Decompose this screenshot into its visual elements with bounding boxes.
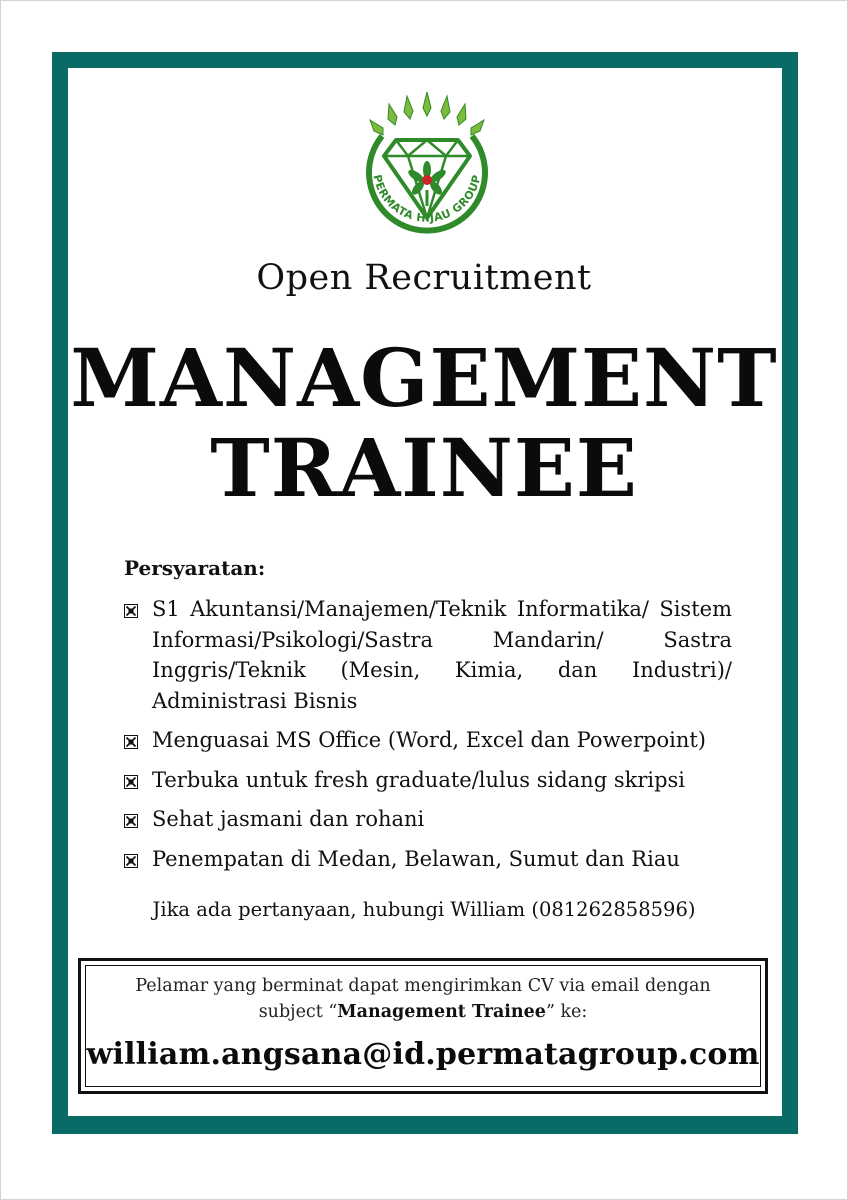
email-address-link[interactable]: william.angsana@id.permatagroup.com <box>86 1037 760 1072</box>
requirement-text: Sehat jasmani dan rohani <box>152 807 425 831</box>
requirements-heading: Persyaratan: <box>124 556 266 580</box>
checkbox-cross-bullet-icon <box>124 814 138 828</box>
requirement-text: S1 Akuntansi/Manajemen/Teknik Informatika/ Sistem Informasi/Psikologi/Sastra Mandarin/ Sastra Inggris/Teknik (Mesin, Kimia, dan Industri)/ Administrasi Bisnis <box>152 597 732 713</box>
apply-instructions-line2 <box>81 999 765 1025</box>
requirement-item <box>124 594 732 716</box>
requirement-item <box>124 765 732 796</box>
requirement-text: Penempatan di Medan, Belawan, Sumut dan Riau <box>152 846 680 871</box>
checkbox-cross-bullet-icon <box>124 604 138 618</box>
checkbox-cross-bullet-icon <box>124 854 138 868</box>
requirement-item <box>124 725 732 756</box>
subject-prefix: subject “ <box>258 1002 338 1022</box>
contact-info: Jika ada pertanyaan, hubungi William (081262858596) <box>152 898 696 921</box>
title-management: MANAGEMENT <box>70 331 778 425</box>
open-recruitment-subtitle: Open Recruitment <box>256 258 592 298</box>
diamond-emblem-icon <box>352 86 502 256</box>
logo-text: PERMATA HIJAU GROUP <box>370 173 484 225</box>
company-logo <box>352 86 502 256</box>
checkbox-cross-bullet-icon <box>124 775 138 789</box>
subject-bold: Management Trainee <box>337 1002 546 1022</box>
apply-instructions <box>81 973 765 1025</box>
subject-suffix: ” ke: <box>545 1002 588 1022</box>
requirements-list <box>124 594 732 883</box>
apply-box <box>78 958 768 1094</box>
checkbox-cross-bullet-icon <box>124 735 138 749</box>
requirement-item <box>124 804 732 835</box>
requirement-text: Terbuka untuk fresh graduate/lulus sidang skripsi <box>152 767 686 792</box>
requirement-item <box>124 844 732 875</box>
apply-instructions-line1: Pelamar yang berminat dapat mengirimkan CV via email dengan <box>135 976 711 996</box>
title-trainee: TRAINEE <box>210 421 638 515</box>
requirement-text: Menguasai MS Office (Word, Excel dan Powerpoint) <box>152 728 706 752</box>
